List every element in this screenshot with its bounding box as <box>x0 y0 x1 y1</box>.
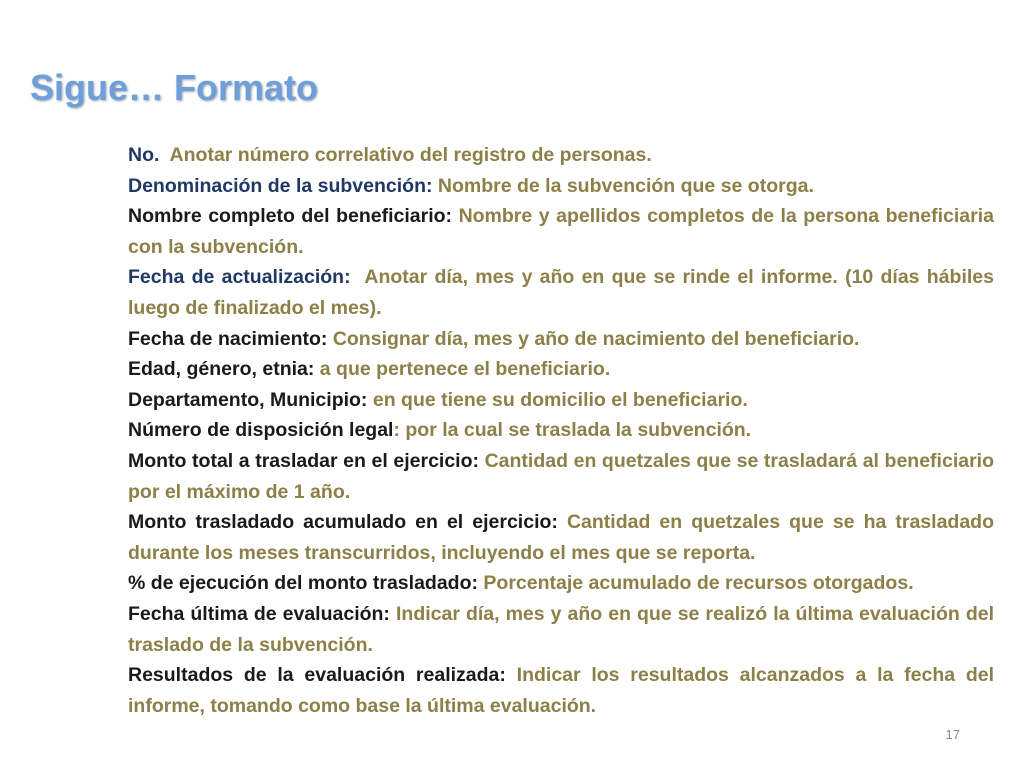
definition-term: Resultados de la evaluación realizada: <box>128 664 506 687</box>
definition-description: Consignar día, mes y año de nacimiento del beneficiario. <box>332 327 860 350</box>
definition-term: Monto total a trasladar en el ejercicio: <box>128 449 479 472</box>
definition-entry-denominacion <box>128 171 994 202</box>
definition-description: a que pertenece el beneficiario. <box>319 358 611 381</box>
definition-term: No. <box>128 144 160 166</box>
definition-term: Departamento, Municipio: <box>128 388 368 411</box>
definition-description: Porcentaje acumulado de recursos otorgados. <box>483 572 914 595</box>
definition-term: Fecha de nacimiento: <box>128 327 328 350</box>
page-number: 17 <box>945 727 960 742</box>
definition-term: Nombre completo del beneficiario: <box>128 205 453 228</box>
definition-term: Denominación de la subvención: <box>128 174 433 197</box>
definition-description: Indicar los resultados alcanzados a la fecha del informe, tomando como base la última evaluación. <box>128 664 994 717</box>
definition-entry-nombre-beneficiario <box>128 201 994 262</box>
definition-entry-edad-genero-etnia <box>128 354 994 385</box>
definition-description: Cantidad en quetzales que se trasladará al beneficiario por el máximo de 1 año. <box>128 449 994 503</box>
definition-term: Edad, género, etnia: <box>128 358 315 381</box>
definition-entry-no <box>128 140 994 171</box>
definition-description: en que tiene su domicilio el beneficiario. <box>372 388 748 411</box>
definition-entry-departamento-municipio <box>128 385 994 416</box>
definition-term: Fecha de actualización: <box>128 266 351 289</box>
slide-title: Sigue… Formato <box>30 67 319 108</box>
definition-description: Cantidad en quetzales que se ha trasladado durante los meses transcurridos, incluyendo el mes que se reporta. <box>128 511 994 564</box>
field-definitions-list <box>128 140 994 721</box>
definition-term: % de ejecución del monto trasladado: <box>128 572 478 595</box>
definition-description: Nombre y apellidos completos de la persona beneficiaria con la subvención. <box>128 205 995 258</box>
definition-term: Número de disposición legal <box>128 419 394 442</box>
definition-description: : por la cual se traslada la subvención. <box>393 419 752 442</box>
definition-entry-monto-total <box>128 446 994 507</box>
definition-description: Anotar número correlativo del registro de personas. <box>169 144 652 166</box>
definition-entry-porcentaje-ejecucion <box>128 568 994 599</box>
definition-entry-resultados-evaluacion <box>128 660 994 721</box>
definition-term: Fecha última de evaluación: <box>128 602 390 625</box>
definition-term: Monto trasladado acumulado en el ejercicio: <box>128 511 558 534</box>
definition-description: Nombre de la subvención que se otorga. <box>437 174 814 197</box>
definition-entry-fecha-nacimiento <box>128 324 994 355</box>
definition-description: Anotar día, mes y año en que se rinde el informe. (10 días hábiles luego de finalizado el mes). <box>128 266 994 319</box>
definition-entry-disposicion-legal <box>128 415 994 446</box>
definition-entry-monto-acumulado <box>128 507 994 568</box>
definition-entry-fecha-evaluacion <box>128 599 994 660</box>
definition-description: Indicar día, mes y año en que se realizó la última evaluación del traslado de la subvención. <box>128 602 994 656</box>
definition-entry-fecha-actualizacion <box>128 262 994 323</box>
